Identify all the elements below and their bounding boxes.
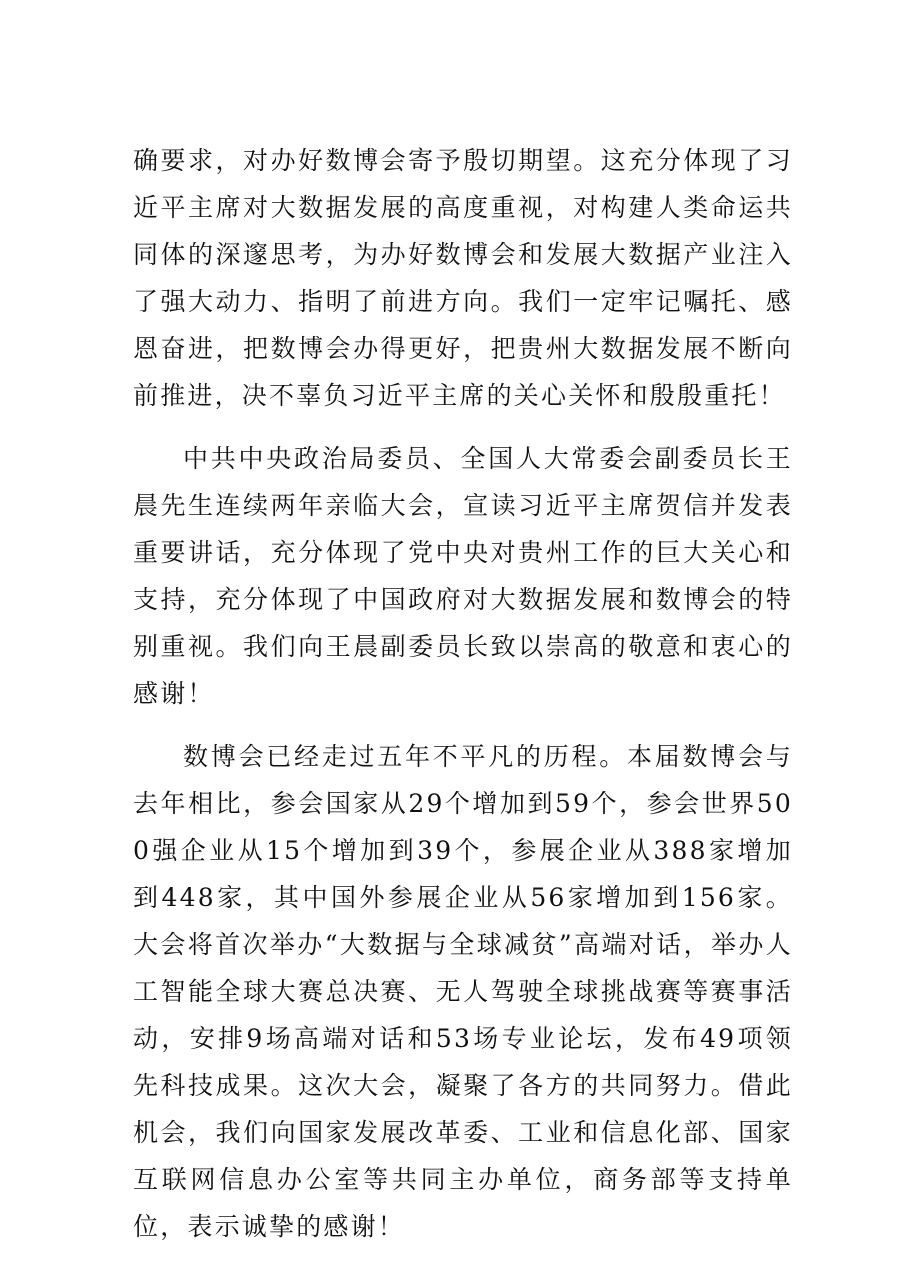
paragraph-continuation: 确要求，对办好数博会寄予殷切期望。这充分体现了习近平主席对大数据发展的高度重视，对构建人类命运共同体的深邃思考，为办好数博会和发展大数据产业注入了强大动力、指明了前进方向。我们一定牢记嘱托、感恩奋进，把数博会办得更好，把贵州大数据发展不断向前推进，决不辜负习近平主席的关心关怀和殷殷重托！ [133,146,793,410]
paragraph-expo-statistics: 数博会已经走过五年不平凡的历程。本届数博会与去年相比，参会国家从29个增加到59个，参会世界500强企业从15个增加到39个，参展企业从388家增加到448家，其中国外参展企业从56家增加到156家。大会将首次举办“大数据与全球减贫”高端对话，举办人工智能全球大赛总决赛、无人驾驶全球挑战赛等赛事活动，安排9场高端对话和53场专业论坛，发布49项领先科技成果。这次大会，凝聚了各方的共同努力。借此机会，我们向国家发展改革委、工业和信息化部、国家互联网信息办公室等共同主办单位，商务部等支持单位，表示诚挚的感谢！ [133,742,793,1241]
paragraph-wang-chen: 中共中央政治局委员、全国人大常委会副委员长王晨先生连续两年亲临大会，宣读习近平主席贺信并发表重要讲话，充分体现了党中央对贵州工作的巨大关心和支持，充分体现了中国政府对大数据发展和数博会的特别重视。我们向王晨副委员长致以崇高的敬意和衷心的感谢！ [133,444,793,708]
document-body [133,137,793,1250]
